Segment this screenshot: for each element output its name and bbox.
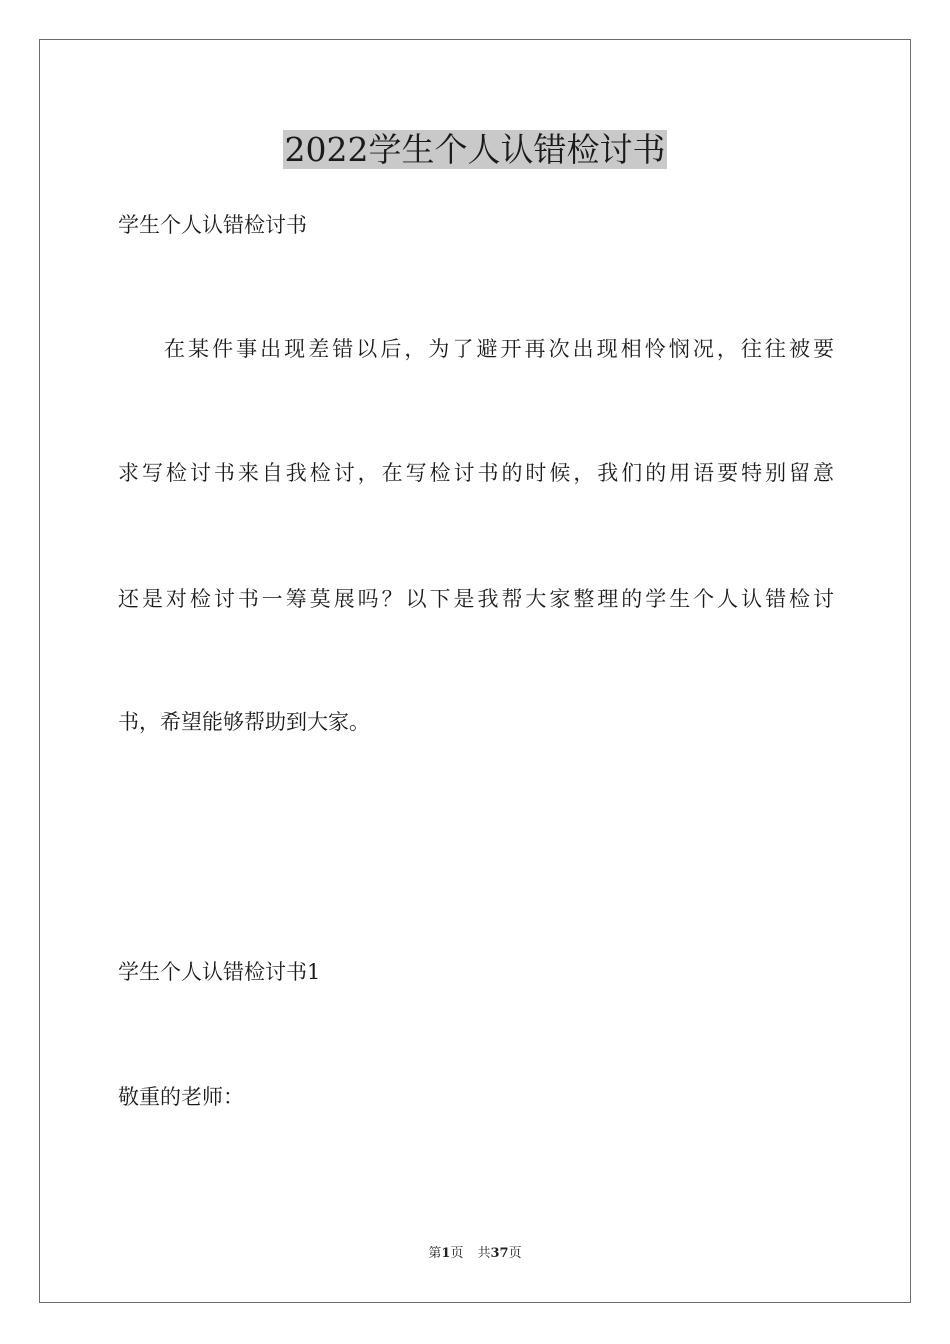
document-title [0, 128, 950, 172]
document-subtitle: 学生个人认错检讨书 [118, 213, 307, 237]
footer-total-prefix: 共 [477, 1246, 491, 1261]
footer-total-suffix: 页 [508, 1246, 522, 1261]
intro-line-4: 书，希望能够帮助到大家。 [118, 710, 370, 734]
intro-line-2: 求写检讨书来自我检讨，在写检讨书的时候，我们的用语要特别留意 [118, 461, 834, 485]
intro-line-3: 还是对检讨书一筹莫展吗？以下是我帮大家整理的学生个人认错检讨 [118, 587, 834, 611]
document-title-text: 2022学生个人认错检讨书 [284, 130, 666, 169]
footer-page-number: 1 [441, 1246, 451, 1261]
footer-page-suffix: 页 [450, 1246, 464, 1261]
footer-total-pages: 37 [490, 1246, 509, 1261]
intro-line-1: 在某件事出现差错以后，为了避开再次出现相怜悯况，往往被要 [164, 337, 834, 361]
footer-page-prefix: 第 [428, 1246, 442, 1261]
section-heading: 学生个人认错检讨书1 [118, 960, 321, 984]
salutation: 敬重的老师： [118, 1085, 244, 1109]
page-footer [0, 1244, 950, 1264]
